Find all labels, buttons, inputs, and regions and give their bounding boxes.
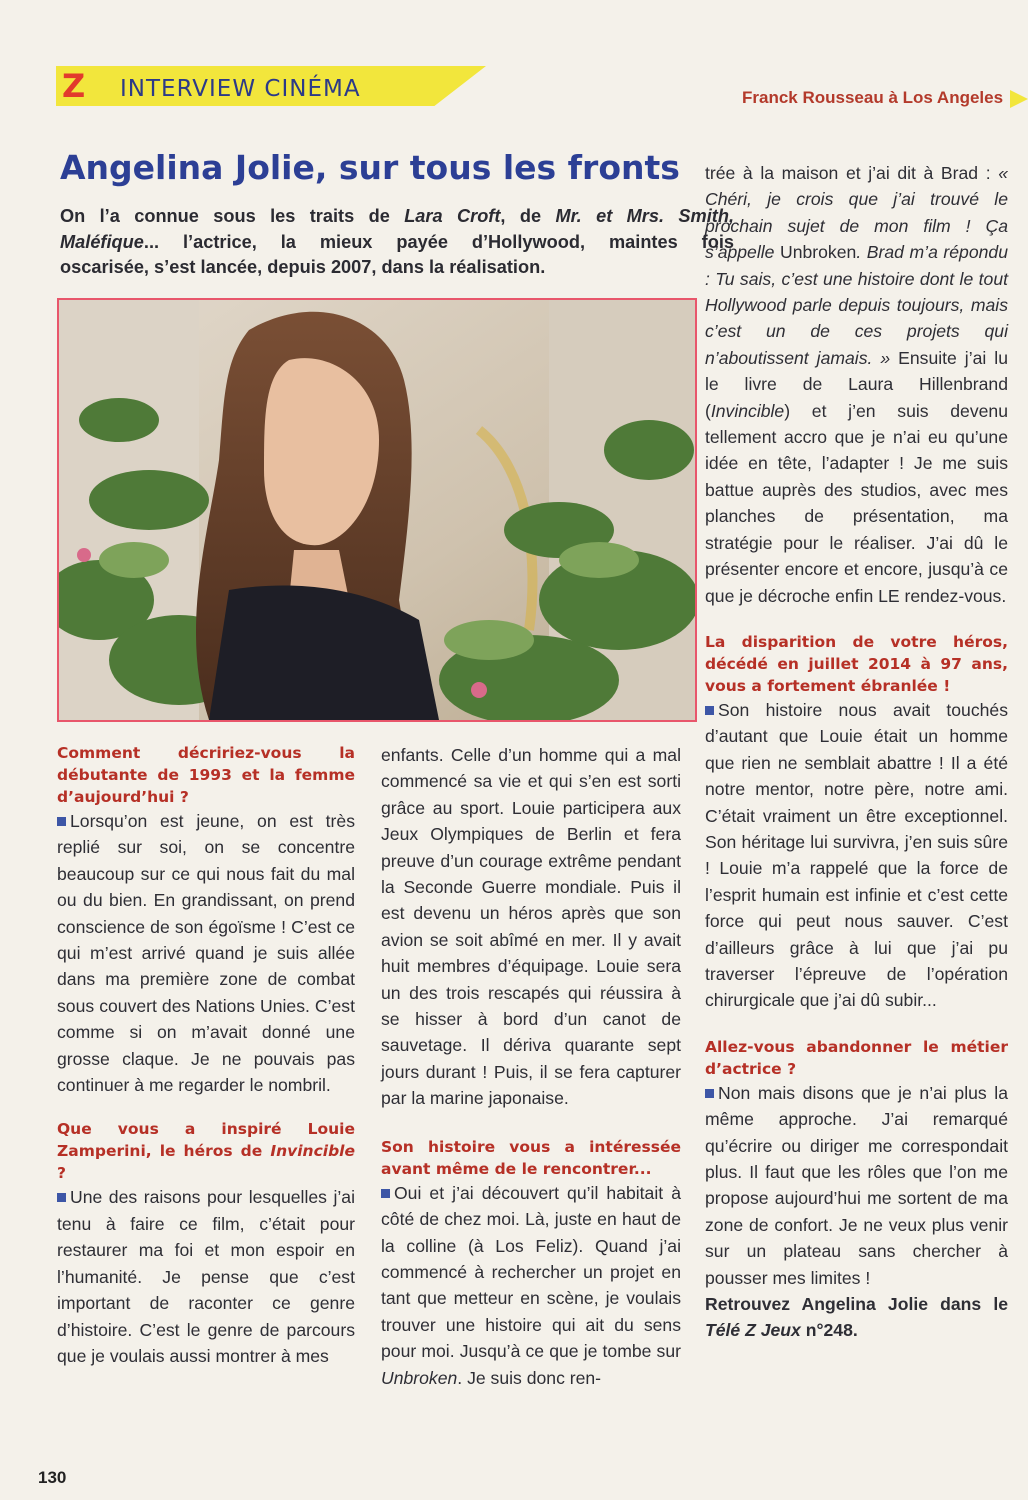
article-signoff: Retrouvez Angelina Jolie dans le Télé Z Jeux n°248.: [705, 1294, 1008, 1341]
text-column-1: [57, 742, 355, 1369]
question-heading: Son histoire vous a intéressée avant même de le rencontrer...: [381, 1137, 681, 1178]
page-number: 130: [38, 1468, 67, 1487]
article-title: Angelina Jolie, sur tous les fronts: [60, 148, 680, 187]
text-column-2: [381, 742, 681, 1391]
answer-paragraph: trée à la maison et j’ai dit à Brad : « Chéri, je crois que j’ai trouvé le prochain sujet de mon film ! Ça s’appelle Unbroken. Brad m’a répondu : Tu sais, c’est une histoire dont le tout Hollywood parle depuis toujours, mais c’est un de ces projets qui n’aboutissent jamais. » Ensuite j’ai lu le livre de Laura Hillenbrand (Invincible) et j’en suis devenu tellement accro que je n’ai eu qu’une idée en tête, l’adapter ! Je me suis battue auprès des studios, avec mes planches de présentation, ma stratégie pour le réaliser. J’ai dû le présenter encore et encore, jusqu’à ce que je décroche enfin LE rendez-vous.: [705, 163, 1008, 606]
section-label: INTERVIEW CINÉMA: [120, 76, 361, 102]
answer-paragraph: Une des raisons pour lesquelles j’ai tenu à faire ce film, c’était pour restaurer ma foi et mon espoir en l’humanité. Je pense que c’est important de raconter ce genre d’histoire. C’est le genre de parcours que je voulais aussi montrer à mes: [57, 1187, 355, 1366]
question-heading: Allez-vous abandonner le métier d’actrice ?: [705, 1037, 1008, 1078]
article-photo: [57, 298, 697, 722]
answer-paragraph: Non mais disons que je n’ai plus la même approche. J’ai remarqué qu’écrire ou diriger me correspondait plus. Il faut que les rôles que l’on me propose aujourd’hui me sortent de ma zone de confort. Je ne veux plus venir sur un plateau sans chercher à pousser mes limites !: [705, 1082, 1008, 1288]
byline: Franck Rousseau à Los Angeles: [742, 88, 1004, 107]
bullet-icon: [381, 1189, 390, 1198]
question-heading: Comment décririez-vous la débutante de 1993 et la femme d’aujourd’hui ?: [57, 744, 355, 806]
magazine-logo: Z: [62, 67, 86, 105]
bullet-icon: [57, 1193, 66, 1202]
article-intro: On l’a connue sous les traits de Lara Croft, de Mr. et Mrs. Smith, Maléfique... l’actrice, la mieux payée d’Hollywood, maintes fois oscarisée, s’est lancée, depuis 2007, dans la réalisation.: [60, 206, 734, 277]
byline-flag-icon: [1010, 90, 1028, 108]
bullet-icon: [705, 706, 714, 715]
text-column-3: [705, 160, 1008, 1344]
question-heading: La disparition de votre héros, décédé en juillet 2014 à 97 ans, vous a fortement ébranlée !: [705, 632, 1008, 695]
bullet-icon: [57, 817, 66, 826]
answer-paragraph: Lorsqu’on est jeune, on est très replié sur soi, on se concentre beaucoup sur ce qui nous fait du mal ou du bien. En grandissant, on prend conscience de son égoïsme ! C’est ce qui m’est arrivé quand je suis allée dans ma première zone de combat sous couvert des Nations Unies. C’est comme si on m’avait donné une grosse claque. Je ne pouvais pas continuer à me regarder le nombril.: [57, 811, 355, 1096]
question-heading: Que vous a inspiré Louie Zamperini, le héros de Invincible ?: [57, 1120, 355, 1183]
answer-paragraph: enfants. Celle d’un homme qui a mal commencé sa vie et qui s’en est sorti grâce au sport. Louie participera aux Jeux Olympiques de Berlin et fera preuve d’un courage extrême pendant la Seconde Guerre mondiale. Puis il est devenu un héros après que son avion se soit abîmé en mer. Il y avait huit membres d’équipage. Louie sera un des trois rescapés qui réussira à se hisser à bord d’un canot de sauvetage. Il dériva quarante sept jours durant ! Puis, il se fera capturer par la marine japonaise.: [381, 745, 681, 1109]
photo-illustration: [59, 300, 695, 720]
bullet-icon: [705, 1089, 714, 1098]
answer-paragraph: Son histoire nous avait touchés d’autant que Louie était un homme que rien ne semblait abattre ! Il a été notre mentor, notre père, notre ami. C’était vraiment un être exceptionnel. Son héritage lui survivra, j’en suis sûre ! Louie m’a rappelé que la force de l’esprit humain est infinie et c’est cette force qui peut nous sauver. C’est d’ailleurs grâce à lui que j’ai pu traverser l’épreuve de l’opération chirurgicale que j’ai dû subir...: [705, 699, 1008, 1011]
answer-paragraph: Oui et j’ai découvert qu’il habitait à côté de chez moi. Là, juste en haut de la colline (à Los Feliz). Quand j’ai commencé à rechercher un projet en tant que metteur en scène, je voulais trouver une histoire qui ait du sens pour moi. Jusqu’à ce que je tombe sur Unbroken. Je suis donc ren-: [381, 1182, 681, 1388]
